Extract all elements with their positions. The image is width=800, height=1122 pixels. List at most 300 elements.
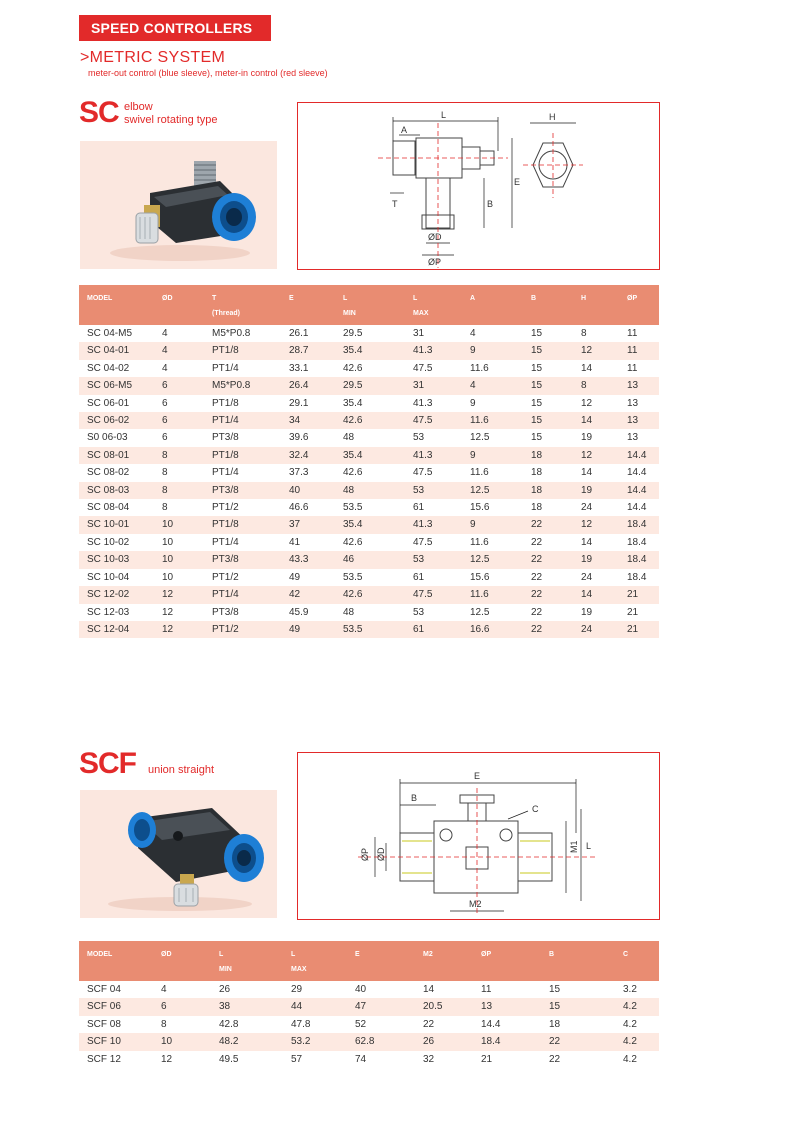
table-cell: 4	[161, 984, 167, 995]
table-cell: 13	[619, 412, 659, 429]
table-cell: 18.4	[627, 536, 647, 548]
table-cell: SC 04-01	[79, 342, 154, 359]
sc-code: SC	[79, 96, 119, 129]
table-cell: 49	[281, 621, 335, 638]
table-cell: 22	[523, 586, 573, 603]
table-cell: 53	[405, 482, 462, 499]
table-cell: 4	[154, 342, 204, 359]
table-cell: 6	[154, 412, 204, 429]
table-cell: 22	[531, 606, 543, 618]
sc-col-label: ØP	[627, 295, 638, 302]
sc-col-header	[619, 285, 659, 325]
table-cell: SCF 06	[79, 998, 153, 1015]
table-cell: SCF 04	[87, 984, 121, 995]
table-cell: 14	[581, 467, 593, 479]
table-cell: SC 06-01	[87, 397, 130, 409]
scf-col-label: C	[623, 951, 629, 958]
scf-col-header	[283, 941, 347, 981]
table-row	[79, 482, 659, 499]
table-cell: 41.3	[405, 516, 462, 533]
table-cell: SCF 08	[87, 1018, 121, 1030]
scf-spec-table	[79, 941, 659, 1068]
table-row	[79, 604, 659, 621]
scf-table-header	[79, 941, 659, 981]
table-cell: 14	[423, 984, 435, 995]
table-cell: 18	[523, 482, 573, 499]
table-cell: 46.6	[289, 502, 309, 514]
scf-col-sublabel: MAX	[291, 966, 307, 973]
table-cell: 12.5	[462, 482, 523, 499]
table-row	[79, 1051, 659, 1068]
table-cell: 42.6	[335, 412, 405, 429]
sc-diagram-label-d: ØD	[428, 232, 442, 242]
table-cell: 53	[405, 551, 462, 568]
table-cell: 53.5	[335, 621, 405, 638]
sc-col-header	[335, 285, 405, 325]
table-cell: 53.5	[343, 502, 363, 514]
table-cell: 42	[281, 586, 335, 603]
scf-code: SCF	[79, 747, 136, 780]
table-cell: 9	[462, 447, 523, 464]
scf-diagram-label-d: ØD	[376, 847, 386, 861]
sc-col-label: MODEL	[87, 295, 113, 302]
table-cell: 37	[281, 516, 335, 533]
scf-col-label: L	[219, 951, 224, 958]
table-cell: 47.5	[413, 362, 433, 374]
table-cell: 12	[573, 516, 619, 533]
table-cell: PT3/8	[204, 551, 281, 568]
scf-diagram-label-l: L	[586, 841, 592, 851]
sc-col-label: ØD	[162, 295, 173, 302]
table-cell: 9	[470, 397, 476, 409]
sc-col-label: B	[531, 295, 537, 302]
table-cell: 12.5	[462, 551, 523, 568]
metric-subtitle: meter-out control (blue sleeve), meter-in control (red sleeve)	[88, 68, 328, 78]
table-cell: 20.5	[415, 998, 473, 1015]
table-cell: 12	[162, 606, 174, 618]
scf-col-label: ØP	[481, 951, 492, 958]
table-cell: 13	[627, 432, 639, 444]
table-cell: 13	[627, 397, 639, 409]
table-cell: SC 12-04	[79, 621, 154, 638]
scf-diagram-label-c: C	[532, 804, 539, 814]
table-row	[79, 360, 659, 377]
metric-title: >METRIC SYSTEM	[80, 49, 226, 66]
sc-col-sublabel: (Thread)	[212, 310, 240, 317]
table-cell: 4.2	[615, 1033, 659, 1050]
table-cell: 22	[523, 621, 573, 638]
table-cell: PT1/4	[212, 467, 239, 479]
sc-col-header	[281, 285, 335, 325]
table-cell: 42.6	[343, 467, 363, 479]
table-cell: 42.8	[219, 1018, 239, 1030]
table-cell: 4.2	[615, 998, 659, 1015]
table-cell: 74	[355, 1053, 367, 1065]
scf-diagram-label-b: B	[411, 793, 418, 803]
table-cell: 19	[573, 482, 619, 499]
table-cell: 24	[573, 621, 619, 638]
scf-col-label: B	[549, 951, 555, 958]
table-row	[79, 569, 659, 586]
table-cell: 38	[211, 998, 283, 1015]
sc-fitting-illustration	[80, 141, 277, 269]
table-cell: PT1/8	[204, 447, 281, 464]
sc-col-header	[462, 285, 523, 325]
table-cell: PT1/2	[212, 571, 239, 583]
sc-diagram-label-p: ØP	[428, 257, 442, 267]
scf-col-label: E	[355, 951, 360, 958]
table-row	[79, 1033, 659, 1050]
table-cell: 48	[343, 606, 355, 618]
table-cell: 15.6	[470, 502, 490, 514]
table-cell: 47.5	[413, 536, 433, 548]
scf-col-header	[415, 941, 473, 981]
table-cell: PT1/4	[204, 412, 281, 429]
sc-col-header	[573, 285, 619, 325]
sc-col-header	[79, 285, 154, 325]
table-cell: SC 12-03	[87, 606, 130, 618]
table-cell: 18	[549, 1018, 561, 1030]
table-cell: 21	[619, 586, 659, 603]
table-cell: 29.1	[289, 397, 309, 409]
table-cell: 8	[154, 482, 204, 499]
table-cell: SC 08-04	[87, 502, 130, 514]
table-cell: 29	[291, 984, 303, 995]
table-cell: 10	[154, 516, 204, 533]
table-cell: S0 06-03	[87, 432, 128, 444]
sc-diagram-label-l: L	[441, 110, 447, 120]
table-cell: SC 10-03	[79, 551, 154, 568]
table-cell: 22	[541, 1033, 615, 1050]
table-cell: 9	[462, 342, 523, 359]
scf-col-label: L	[291, 951, 296, 958]
table-cell: 8	[154, 447, 204, 464]
scf-col-header	[615, 941, 659, 981]
table-cell: 15	[531, 362, 543, 374]
table-cell: SC 06-M5	[79, 377, 154, 394]
sc-description	[124, 101, 218, 127]
table-row	[79, 499, 659, 516]
sc-col-sublabel: MAX	[413, 310, 429, 317]
table-cell: 47.5	[405, 412, 462, 429]
table-cell: 15	[523, 377, 573, 394]
sc-col-label: H	[581, 295, 587, 302]
table-cell: 12.5	[470, 606, 490, 618]
table-cell: 12	[154, 586, 204, 603]
table-cell: 48	[335, 482, 405, 499]
sc-col-label: L	[343, 295, 348, 302]
table-cell: 24	[581, 571, 593, 583]
table-cell: SC 10-02	[87, 536, 130, 548]
table-cell: 21	[481, 1053, 493, 1065]
table-cell: 61	[405, 621, 462, 638]
table-cell: 15	[549, 984, 561, 995]
table-cell: M5*P0.8	[212, 328, 251, 339]
table-cell: 15	[541, 998, 615, 1015]
table-cell: PT3/8	[212, 432, 239, 444]
table-cell: 47.5	[405, 586, 462, 603]
table-cell: 53.5	[343, 571, 363, 583]
table-cell: 44	[283, 998, 347, 1015]
table-row	[79, 586, 659, 603]
table-cell: SC 12-02	[79, 586, 154, 603]
table-cell: 53	[413, 606, 425, 618]
table-row	[79, 981, 659, 998]
table-cell: 3.2	[623, 984, 637, 995]
table-cell: 4	[162, 362, 168, 374]
table-cell: 19	[573, 551, 619, 568]
scf-col-label: M2	[423, 951, 433, 958]
table-cell: 18.4	[627, 571, 647, 583]
table-row	[79, 447, 659, 464]
table-cell: 61	[413, 571, 425, 583]
sc-desc-line1: elbow	[124, 101, 153, 113]
table-cell: 26	[415, 1033, 473, 1050]
table-cell: 47	[347, 998, 415, 1015]
scf-col-header	[347, 941, 415, 981]
table-cell: 12	[573, 342, 619, 359]
table-cell: 35.4	[335, 447, 405, 464]
table-cell: SC 08-02	[87, 467, 130, 479]
table-cell: 49.5	[219, 1053, 239, 1065]
table-cell: 19	[581, 606, 593, 618]
table-cell: 32.4	[281, 447, 335, 464]
table-cell: PT1/8	[204, 516, 281, 533]
table-cell: 18	[531, 502, 543, 514]
sc-spec-table	[79, 285, 659, 638]
table-cell: 4	[162, 328, 168, 339]
table-cell: SC 10-01	[79, 516, 154, 533]
sc-col-label: A	[470, 295, 476, 302]
table-cell: 29.5	[343, 328, 363, 339]
table-cell: 11.6	[462, 412, 523, 429]
table-cell: 4.2	[623, 1018, 637, 1030]
table-cell: 10	[162, 536, 174, 548]
table-row	[79, 342, 659, 359]
table-cell: 46	[335, 551, 405, 568]
table-cell: 45.9	[289, 606, 309, 618]
table-cell: 21	[627, 606, 639, 618]
table-cell: 28.7	[281, 342, 335, 359]
table-cell: 11.6	[470, 362, 489, 374]
sc-col-label: E	[289, 295, 294, 302]
table-cell: 42.6	[343, 362, 363, 374]
scf-description: union straight	[148, 764, 215, 776]
table-cell: 15	[523, 412, 573, 429]
table-cell: 11	[627, 362, 638, 374]
table-cell: 6	[162, 397, 168, 409]
table-cell: 22	[549, 1053, 561, 1065]
sc-col-header	[154, 285, 204, 325]
table-cell: 41.3	[413, 397, 433, 409]
table-cell: SC 04-M5	[87, 328, 133, 339]
table-row	[79, 395, 659, 412]
table-cell: 14.4	[627, 502, 647, 514]
table-cell: 42.6	[343, 536, 363, 548]
sc-col-header	[204, 285, 281, 325]
table-cell: 35.4	[335, 342, 405, 359]
sc-desc-line2: swivel rotating type	[124, 114, 218, 126]
table-row	[79, 429, 659, 446]
table-cell: 26.4	[281, 377, 335, 394]
table-cell: 12	[154, 621, 204, 638]
table-row	[79, 325, 659, 342]
table-cell: 35.4	[343, 397, 363, 409]
sc-diagram-label-b: B	[487, 199, 494, 209]
table-cell: 41	[289, 536, 301, 548]
table-cell: 6	[162, 432, 168, 444]
table-cell: 22	[531, 536, 543, 548]
scf-diagram-label-p: ØP	[360, 847, 370, 861]
table-cell: 53.2	[283, 1033, 347, 1050]
table-row	[79, 534, 659, 551]
table-cell: 10	[153, 1033, 211, 1050]
table-cell: 41.3	[405, 342, 462, 359]
table-cell: 18.4	[619, 516, 659, 533]
table-cell: 37.3	[289, 467, 309, 479]
table-cell: 6	[153, 998, 211, 1015]
sc-diagram-label-t: T	[392, 199, 398, 209]
table-cell: 61	[413, 502, 425, 514]
table-row	[79, 621, 659, 638]
table-cell: 32	[423, 1053, 435, 1065]
table-cell: 39.6	[289, 432, 309, 444]
table-cell: 15	[523, 342, 573, 359]
sc-product-photo	[80, 141, 277, 269]
table-cell: 8	[573, 377, 619, 394]
table-cell: PT3/8	[212, 606, 239, 618]
table-cell: 40	[355, 984, 367, 995]
sc-col-header	[405, 285, 462, 325]
table-cell: PT1/8	[204, 342, 281, 359]
table-cell: SC 04-02	[87, 362, 130, 374]
scf-diagram-label-m1: M1	[569, 840, 579, 853]
table-cell: 22	[531, 571, 543, 583]
table-cell: 12	[581, 397, 593, 409]
scf-col-header	[153, 941, 211, 981]
table-cell: SC 06-02	[79, 412, 154, 429]
table-cell: 15.6	[470, 571, 490, 583]
table-cell: 31	[405, 377, 462, 394]
table-cell: 31	[413, 328, 425, 339]
table-cell: 49	[289, 571, 301, 583]
table-cell: 12	[161, 1053, 173, 1065]
sc-col-sublabel: MIN	[343, 310, 356, 317]
table-cell: 33.1	[289, 362, 309, 374]
table-cell: 10	[154, 551, 204, 568]
table-row	[79, 464, 659, 481]
table-cell: 19	[581, 432, 593, 444]
table-cell: 15	[531, 328, 543, 339]
scf-col-header	[211, 941, 283, 981]
table-cell: 8	[581, 328, 587, 339]
table-cell: 8	[162, 502, 168, 514]
section-badge: SPEED CONTROLLERS	[79, 15, 271, 41]
scf-col-sublabel: MIN	[219, 966, 232, 973]
sc-col-label: L	[413, 295, 418, 302]
table-cell: 21	[619, 621, 659, 638]
table-cell: 11.6	[462, 586, 523, 603]
table-row	[79, 377, 659, 394]
table-cell: 18.4	[619, 551, 659, 568]
table-cell: 6	[154, 377, 204, 394]
table-cell: 15	[531, 397, 543, 409]
table-cell: SC 08-01	[79, 447, 154, 464]
table-row	[79, 551, 659, 568]
table-cell: 14.4	[627, 467, 647, 479]
table-cell: 24	[581, 502, 593, 514]
table-row	[79, 412, 659, 429]
table-cell: 47.5	[413, 467, 433, 479]
table-cell: 14.4	[619, 482, 659, 499]
table-cell: 62.8	[347, 1033, 415, 1050]
table-cell: PT1/2	[212, 502, 239, 514]
table-cell: 48.2	[211, 1033, 283, 1050]
table-cell: 18	[523, 447, 573, 464]
table-cell: 35.4	[335, 516, 405, 533]
scf-col-label: ØD	[161, 951, 172, 958]
table-cell: 9	[462, 516, 523, 533]
table-cell: 11.6	[470, 536, 489, 548]
sc-diagram-label-a: A	[401, 125, 408, 135]
table-cell: PT1/4	[212, 362, 239, 374]
table-cell: 4	[462, 377, 523, 394]
table-cell: PT1/4	[212, 536, 239, 548]
table-cell: 22	[423, 1018, 435, 1030]
table-cell: 14	[581, 536, 593, 548]
table-cell: SC 08-03	[79, 482, 154, 499]
scf-col-label: MODEL	[87, 951, 113, 958]
table-cell: 8	[162, 467, 168, 479]
table-cell: 14	[581, 362, 593, 374]
table-cell: 42.6	[335, 586, 405, 603]
table-cell: 57	[291, 1053, 303, 1065]
table-cell: 43.3	[281, 551, 335, 568]
table-cell: 22	[523, 516, 573, 533]
table-cell: M5*P0.8	[204, 377, 281, 394]
table-cell: 4	[470, 328, 476, 339]
sc-dimension-diagram	[297, 102, 660, 270]
table-cell: 12.5	[470, 432, 490, 444]
table-cell: 18.4	[473, 1033, 541, 1050]
table-cell: SCF 10	[79, 1033, 153, 1050]
table-cell: 12	[573, 447, 619, 464]
table-cell: PT1/4	[204, 586, 281, 603]
table-cell: 13	[473, 998, 541, 1015]
scf-product-photo	[80, 790, 277, 918]
scf-col-header	[473, 941, 541, 981]
table-cell: 11	[627, 328, 638, 339]
scf-col-header	[541, 941, 615, 981]
table-row	[79, 1016, 659, 1033]
sc-col-header	[523, 285, 573, 325]
table-cell: 26.1	[289, 328, 309, 339]
scf-dimension-diagram	[297, 752, 660, 920]
table-cell: 11	[481, 984, 492, 995]
table-cell: 4.2	[623, 1053, 637, 1065]
table-cell: 34	[281, 412, 335, 429]
scf-col-header	[79, 941, 153, 981]
sc-diagram-label-e: E	[514, 177, 521, 187]
table-cell: 14	[573, 586, 619, 603]
table-cell: 14	[573, 412, 619, 429]
table-cell: 22	[523, 551, 573, 568]
table-cell: 13	[619, 377, 659, 394]
sc-col-label: T	[212, 295, 217, 302]
table-cell: 53	[413, 432, 425, 444]
table-cell: 29.5	[335, 377, 405, 394]
table-cell: 47.8	[291, 1018, 311, 1030]
